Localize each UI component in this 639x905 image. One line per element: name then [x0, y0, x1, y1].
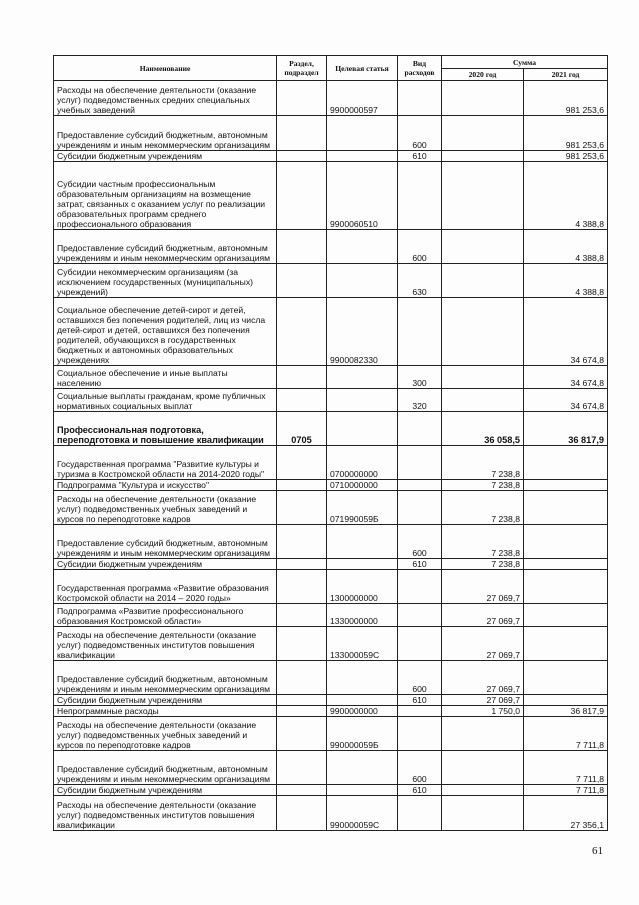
row-target-code: 0710000000	[327, 480, 398, 491]
row-section	[277, 81, 327, 116]
table-row	[54, 695, 608, 706]
row-sum-2020	[442, 264, 524, 298]
row-name: Субсидии бюджетным учреждениям	[54, 151, 277, 162]
row-expense-type: 320	[398, 389, 442, 412]
row-target-code	[327, 559, 398, 570]
row-expense-type: 600	[398, 230, 442, 264]
header-section: Раздел, подраздел	[277, 56, 327, 81]
row-target-code: 0700000000	[327, 446, 398, 480]
row-sum-2021: 4 388,8	[524, 264, 608, 298]
row-sum-2021	[524, 695, 608, 706]
table-row	[54, 298, 608, 366]
row-expense-type: 600	[398, 116, 442, 151]
row-section	[277, 389, 327, 412]
table-row	[54, 706, 608, 717]
row-sum-2021: 981 253,6	[524, 81, 608, 116]
table-row	[54, 559, 608, 570]
table-row	[54, 366, 608, 389]
row-sum-2021: 981 253,6	[524, 116, 608, 151]
row-sum-2020: 27 069,7	[442, 627, 524, 661]
row-sum-2021	[524, 570, 608, 604]
table-row	[54, 412, 608, 446]
row-sum-2020: 7 238,8	[442, 480, 524, 491]
table-row	[54, 480, 608, 491]
row-target-code	[327, 661, 398, 695]
row-target-code: 9900060510	[327, 162, 398, 230]
row-sum-2020	[442, 751, 524, 785]
row-sum-2020	[442, 162, 524, 230]
row-target-code	[327, 412, 398, 446]
row-sum-2021: 34 674,8	[524, 366, 608, 389]
row-target-code	[327, 151, 398, 162]
header-sum: Сумма	[442, 56, 608, 69]
table-row	[54, 717, 608, 751]
row-section	[277, 751, 327, 785]
row-expense-type: 600	[398, 525, 442, 559]
row-section	[277, 785, 327, 796]
row-name: Предоставление субсидий бюджетным, автономным учреждениям и иным некоммерческим организациям	[54, 661, 277, 695]
row-sum-2021	[524, 661, 608, 695]
row-sum-2021: 34 674,8	[524, 298, 608, 366]
row-sum-2021	[524, 627, 608, 661]
row-section	[277, 491, 327, 525]
header-expense-type: Вид расходов	[398, 56, 442, 81]
row-expense-type	[398, 412, 442, 446]
row-name: Социальное обеспечение детей-сирот и детей, оставшихся без попечения родителей, лиц из числа детей-сирот и детей, оставшихся без попечения родителей, обучающихся в государственных бюджетных и автономных образовательных учреждениях	[54, 298, 277, 366]
row-sum-2020: 36 058,5	[442, 412, 524, 446]
table-row	[54, 230, 608, 264]
row-name: Предоставление субсидий бюджетным, автономным учреждениям и иным некоммерческим организациям	[54, 230, 277, 264]
row-section: 0705	[277, 412, 327, 446]
row-target-code	[327, 525, 398, 559]
row-section	[277, 559, 327, 570]
row-section	[277, 446, 327, 480]
row-name: Субсидии некоммерческим организациям (за исключением государственных (муниципальных) учреждений)	[54, 264, 277, 298]
row-target-code: 133000059С	[327, 627, 398, 661]
row-target-code: 1330000000	[327, 604, 398, 627]
row-sum-2020: 27 069,7	[442, 695, 524, 706]
row-sum-2021: 7 711,8	[524, 717, 608, 751]
row-sum-2020	[442, 116, 524, 151]
row-section	[277, 706, 327, 717]
row-target-code: 990000059Б	[327, 717, 398, 751]
table-row	[54, 785, 608, 796]
row-sum-2021	[524, 559, 608, 570]
row-sum-2020: 7 238,8	[442, 525, 524, 559]
row-expense-type	[398, 162, 442, 230]
row-name: Государственная программа «Развитие образования Костромской области на 2014 – 2020 годы»	[54, 570, 277, 604]
row-sum-2021	[524, 491, 608, 525]
row-name: Социальное обеспечение и иные выплаты населению	[54, 366, 277, 389]
row-expense-type: 300	[398, 366, 442, 389]
table-row	[54, 116, 608, 151]
row-sum-2021: 7 711,8	[524, 785, 608, 796]
row-section	[277, 627, 327, 661]
row-expense-type	[398, 81, 442, 116]
row-name: Субсидии частным профессиональным образовательным организациям на возмещение затрат, связанных с оказанием услуг по реализации образовательных программ среднего профессионального образования	[54, 162, 277, 230]
row-name: Предоставление субсидий бюджетным, автономным учреждениям и иным некоммерческим организациям	[54, 751, 277, 785]
row-sum-2021: 7 711,8	[524, 751, 608, 785]
row-sum-2020	[442, 785, 524, 796]
row-section	[277, 151, 327, 162]
row-target-code	[327, 751, 398, 785]
row-section	[277, 695, 327, 706]
row-expense-type: 630	[398, 264, 442, 298]
row-name: Расходы на обеспечение деятельности (оказание услуг) подведомственных институтов повышения квалификации	[54, 796, 277, 831]
table-body	[54, 81, 608, 831]
table-row	[54, 604, 608, 627]
row-sum-2020: 7 238,8	[442, 491, 524, 525]
table-row	[54, 491, 608, 525]
row-expense-type	[398, 627, 442, 661]
row-expense-type: 600	[398, 661, 442, 695]
row-target-code	[327, 695, 398, 706]
row-expense-type: 610	[398, 785, 442, 796]
table-row	[54, 81, 608, 116]
row-expense-type	[398, 480, 442, 491]
row-sum-2021: 27 356,1	[524, 796, 608, 831]
row-target-code: 9900000000	[327, 706, 398, 717]
header-name: Наименование	[54, 56, 277, 81]
row-name: Субсидии бюджетным учреждениям	[54, 559, 277, 570]
row-name: Социальные выплаты гражданам, кроме публичных нормативных социальных выплат	[54, 389, 277, 412]
row-sum-2021: 4 388,8	[524, 230, 608, 264]
row-target-code	[327, 264, 398, 298]
row-sum-2021: 36 817,9	[524, 412, 608, 446]
row-sum-2020: 27 069,7	[442, 604, 524, 627]
row-section	[277, 230, 327, 264]
row-name: Подпрограмма «Развитие профессионального образования Костромской области»	[54, 604, 277, 627]
row-section	[277, 796, 327, 831]
row-target-code: 990000059С	[327, 796, 398, 831]
row-name: Расходы на обеспечение деятельности (оказание услуг) подведомственных институтов повышения квалификации	[54, 627, 277, 661]
row-section	[277, 162, 327, 230]
row-sum-2020	[442, 151, 524, 162]
table-header	[54, 56, 608, 81]
row-name: Расходы на обеспечение деятельности (оказание услуг) подведомственных учебных заведений и курсов по переподготовке кадров	[54, 491, 277, 525]
budget-table	[53, 55, 608, 831]
row-sum-2021	[524, 525, 608, 559]
row-target-code	[327, 366, 398, 389]
row-sum-2020: 27 069,7	[442, 570, 524, 604]
row-sum-2020: 1 750,0	[442, 706, 524, 717]
row-section	[277, 525, 327, 559]
row-sum-2020: 7 238,8	[442, 559, 524, 570]
row-name: Субсидии бюджетным учреждениям	[54, 695, 277, 706]
row-section	[277, 661, 327, 695]
table-row	[54, 796, 608, 831]
row-sum-2021	[524, 480, 608, 491]
row-name: Подпрограмма "Культура и искусство"	[54, 480, 277, 491]
row-name: Предоставление субсидий бюджетным, автономным учреждениям и иным некоммерческим организациям	[54, 116, 277, 151]
row-target-code: 9900082330	[327, 298, 398, 366]
row-target-code	[327, 389, 398, 412]
row-name: Государственная программа "Развитие культуры и туризма в Костромской области на 2014-2020 годы"	[54, 446, 277, 480]
row-expense-type	[398, 717, 442, 751]
row-target-code: 9900000597	[327, 81, 398, 116]
table-row	[54, 661, 608, 695]
table-row	[54, 570, 608, 604]
table-row	[54, 151, 608, 162]
row-expense-type: 610	[398, 559, 442, 570]
row-sum-2020: 7 238,8	[442, 446, 524, 480]
row-sum-2020	[442, 796, 524, 831]
row-expense-type	[398, 706, 442, 717]
row-sum-2020	[442, 389, 524, 412]
row-expense-type	[398, 298, 442, 366]
row-sum-2020: 27 069,7	[442, 661, 524, 695]
table-row	[54, 389, 608, 412]
row-sum-2021: 981 253,6	[524, 151, 608, 162]
row-target-code: 071990059Б	[327, 491, 398, 525]
header-target: Целевая статья	[327, 56, 398, 81]
row-section	[277, 264, 327, 298]
row-section	[277, 366, 327, 389]
table-row	[54, 446, 608, 480]
row-sum-2020	[442, 81, 524, 116]
row-expense-type	[398, 491, 442, 525]
row-section	[277, 604, 327, 627]
row-sum-2021: 36 817,9	[524, 706, 608, 717]
row-target-code: 1300000000	[327, 570, 398, 604]
row-section	[277, 298, 327, 366]
row-sum-2020	[442, 717, 524, 751]
row-name: Предоставление субсидий бюджетным, автономным учреждениям и иным некоммерческим организациям	[54, 525, 277, 559]
row-sum-2020	[442, 298, 524, 366]
table-row	[54, 627, 608, 661]
row-target-code	[327, 230, 398, 264]
row-name: Субсидии бюджетным учреждениям	[54, 785, 277, 796]
row-sum-2021	[524, 604, 608, 627]
row-section	[277, 116, 327, 151]
row-section	[277, 717, 327, 751]
row-sum-2021: 4 388,8	[524, 162, 608, 230]
row-expense-type	[398, 796, 442, 831]
header-year-2020: 2020 год	[442, 69, 524, 81]
row-section	[277, 480, 327, 491]
page-number: 61	[592, 845, 603, 857]
row-expense-type	[398, 570, 442, 604]
row-name: Профессиональная подготовка, переподготовка и повышение квалификации	[54, 412, 277, 446]
row-name: Расходы на обеспечение деятельности (оказание услуг) подведомственных учебных заведений и курсов по переподготовке кадров	[54, 717, 277, 751]
row-expense-type: 610	[398, 695, 442, 706]
row-section	[277, 570, 327, 604]
row-name: Расходы на обеспечение деятельности (оказание услуг) подведомственных средних специальных учебных заведений	[54, 81, 277, 116]
row-sum-2021: 34 674,8	[524, 389, 608, 412]
row-expense-type	[398, 446, 442, 480]
table-row	[54, 162, 608, 230]
row-name: Непрограммные расходы	[54, 706, 277, 717]
row-target-code	[327, 785, 398, 796]
row-sum-2020	[442, 230, 524, 264]
row-sum-2020	[442, 366, 524, 389]
row-expense-type	[398, 604, 442, 627]
row-sum-2021	[524, 446, 608, 480]
table-row	[54, 264, 608, 298]
row-expense-type: 610	[398, 151, 442, 162]
table-row	[54, 751, 608, 785]
table-row	[54, 525, 608, 559]
row-target-code	[327, 116, 398, 151]
header-year-2021: 2021 год	[524, 69, 608, 81]
row-expense-type: 600	[398, 751, 442, 785]
